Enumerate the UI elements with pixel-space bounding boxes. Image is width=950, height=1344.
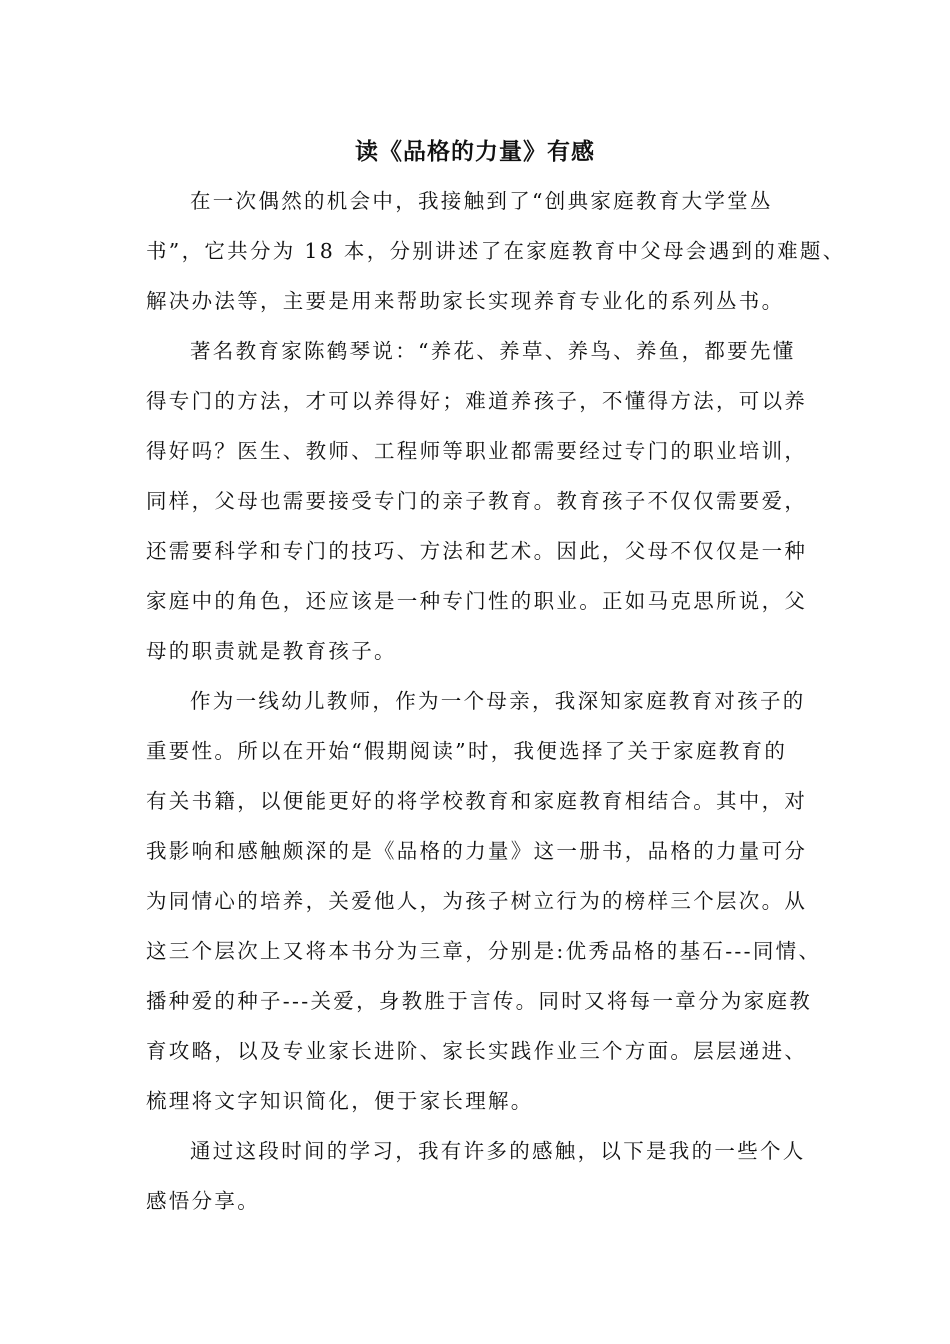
paragraph-line: 还需要科学和专门的技巧、方法和艺术。因此，父母不仅仅是一种 <box>146 539 808 563</box>
paragraph-line: 作为一线幼儿教师，作为一个母亲，我深知家庭教育对孩子的 <box>190 689 806 713</box>
paragraph-line: 播种爱的种子---关爱，身教胜于言传。同时又将每一章分为家庭教 <box>146 989 813 1013</box>
paragraph-line: 这三个层次上又将本书分为三章，分别是:优秀品格的基石---同情、 <box>146 939 822 963</box>
paragraph-line: 重要性。所以在开始“假期阅读”时，我便选择了关于家庭教育的 <box>146 739 788 763</box>
paragraph-line: 得专门的方法，才可以养得好；难道养孩子，不懂得方法，可以养 <box>146 389 808 413</box>
paragraph-line: 同样，父母也需要接受专门的亲子教育。教育孩子不仅仅需要爱， <box>146 489 808 513</box>
paragraph-line: 我影响和感触颇深的是《品格的力量》这一册书，品格的力量可分 <box>146 839 808 863</box>
paragraph-line: 有关书籍，以便能更好的将学校教育和家庭教育相结合。其中，对 <box>146 789 808 813</box>
paragraph-line: 育攻略，以及专业家长进阶、家长实践作业三个方面。层层递进、 <box>146 1039 808 1063</box>
paragraph-line: 著名教育家陈鹤琴说：“养花、养草、养鸟、养鱼，都要先懂 <box>190 339 796 363</box>
paragraph-line: 为同情心的培养，关爱他人，为孩子树立行为的榜样三个层次。从 <box>146 889 808 913</box>
paragraph-line: 家庭中的角色，还应该是一种专门性的职业。正如马克思所说，父 <box>146 589 808 613</box>
paragraph-line: 书”，它共分为 18 本，分别讲述了在家庭教育中父母会遇到的难题、 <box>146 239 846 263</box>
paragraph-line: 解决办法等，主要是用来帮助家长实现养育专业化的系列丛书。 <box>146 289 785 313</box>
page-title: 读《品格的力量》有感 <box>355 139 595 165</box>
paragraph-line: 梳理将文字知识简化，便于家长理解。 <box>146 1089 534 1113</box>
paragraph-line: 得好吗？医生、教师、工程师等职业都需要经过专门的职业培训， <box>146 439 808 463</box>
paragraph-line: 在一次偶然的机会中，我接触到了“创典家庭教育大学堂丛 <box>190 189 773 213</box>
paragraph-line: 通过这段时间的学习，我有许多的感触，以下是我的一些个人 <box>190 1139 806 1163</box>
paragraph-line: 感悟分享。 <box>146 1189 260 1213</box>
paragraph-line: 母的职责就是教育孩子。 <box>146 639 397 663</box>
